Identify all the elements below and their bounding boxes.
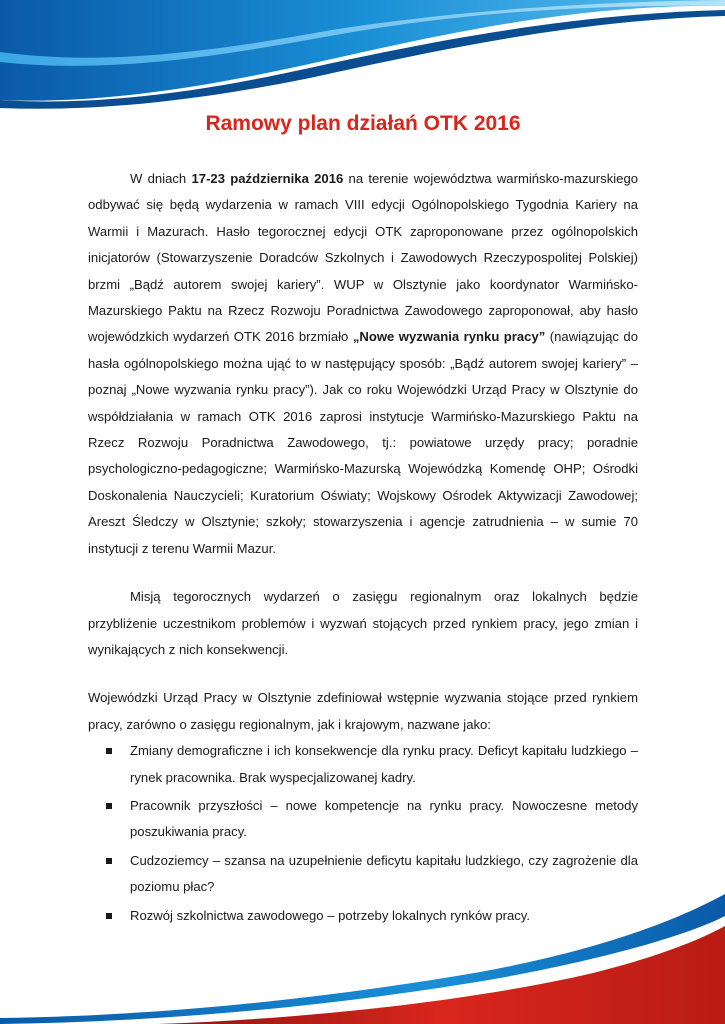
paragraph-intro: W dniach 17-23 października 2016 na terenie województwa warmińsko-mazurskiego odbywać się będą wydarzenia w ramach VIII edycji Ogólnopolskiego Tygodnia Kariery na Warmii i Mazurach. Hasło tegorocznej edycji OTK zaproponowane przez ogólnopolskich inicjatorów (Stowarzyszenie Doradców Szkolnych i Zawodowych Rzeczypospolitej Polskiej) brzmi „Bądź autorem swojej kariery”. WUP w Olsztynie jako koordynator Warmińsko-Mazurskiego Paktu na Rzecz Rozwoju Poradnictwa Zawodowego zaproponował, aby hasło wojewódzkich wydarzeń OTK 2016 brzmiało „Nowe wyzwania rynku pracy” (nawiązując do hasła ogólnopolskiego można ująć to w następujący sposób: „Bądź autorem swojej kariery” – poznaj „Nowe wyzwania rynku pracy”). Jak co roku Wojewódzki Urząd Pracy w Olsztynie do współdziałania w ramach OTK 2016 zaprosi instytucje Warmińsko-Mazurskiego Paktu na Rzecz Rozwoju Poradnictwa Zawodowego, tj.: powiatowe urzędy pracy; poradnie psychologiczno-pedagogiczne; Warmińsko-Mazurską Wojewódzką Komendę OHP; Ośrodki Doskonalenia Nauczycieli; Kuratorium Oświaty; Wojskowy Ośrodek Aktywizacji Zawodowej; Areszt Śledczy w Olsztynie; szkoły; stowarzyszenia i agencje zatrudnienia – w sumie 70 instytucji z terenu Warmii Mazur. — [88, 171, 639, 556]
paragraph-challenges: Wojewódzki Urząd Pracy w Olsztynie zdefiniował wstępnie wyzwania stojące przed rynkiem pracy, zarówno o zasięgu regionalnym, jak i krajowym, nazwane jako: — [88, 690, 638, 732]
bullet-icon — [106, 858, 112, 864]
document-body — [88, 112, 638, 931]
event-dates: 17-23 października 2016 — [191, 171, 344, 186]
paragraph-mission: Misją tegorocznych wydarzeń o zasięgu regionalnym oraz lokalnych będzie przybliżenie uczestnikom problemów i wyzwań stojących przed rynkiem pracy, jego zmian i wynikających z nich konsekwencji. — [88, 589, 638, 657]
list-item: Rozwój szkolnictwa zawodowego – potrzeby lokalnych rynków pracy. — [88, 903, 638, 929]
bullet-icon — [106, 803, 112, 809]
list-item: Cudzoziemcy – szansa na uzupełnienie deficytu kapitału ludzkiego, czy zagrożenie dla poziomu płac? — [88, 848, 638, 901]
footer-wave-decoration — [0, 894, 725, 1024]
list-item: Zmiany demograficzne i ich konsekwencje dla rynku pracy. Deficyt kapitału ludzkiego – rynek pracownika. Brak wyspecjalizowanej kadry. — [88, 738, 638, 791]
bullet-icon — [106, 748, 112, 754]
regional-slogan: „Nowe wyzwania rynku pracy” — [352, 329, 546, 345]
list-item: Pracownik przyszłości – nowe kompetencje na rynku pracy. Nowoczesne metody poszukiwania pracy. — [88, 793, 638, 846]
header-wave-decoration — [0, 0, 725, 112]
page-title: Ramowy plan działań OTK 2016 — [205, 112, 521, 135]
